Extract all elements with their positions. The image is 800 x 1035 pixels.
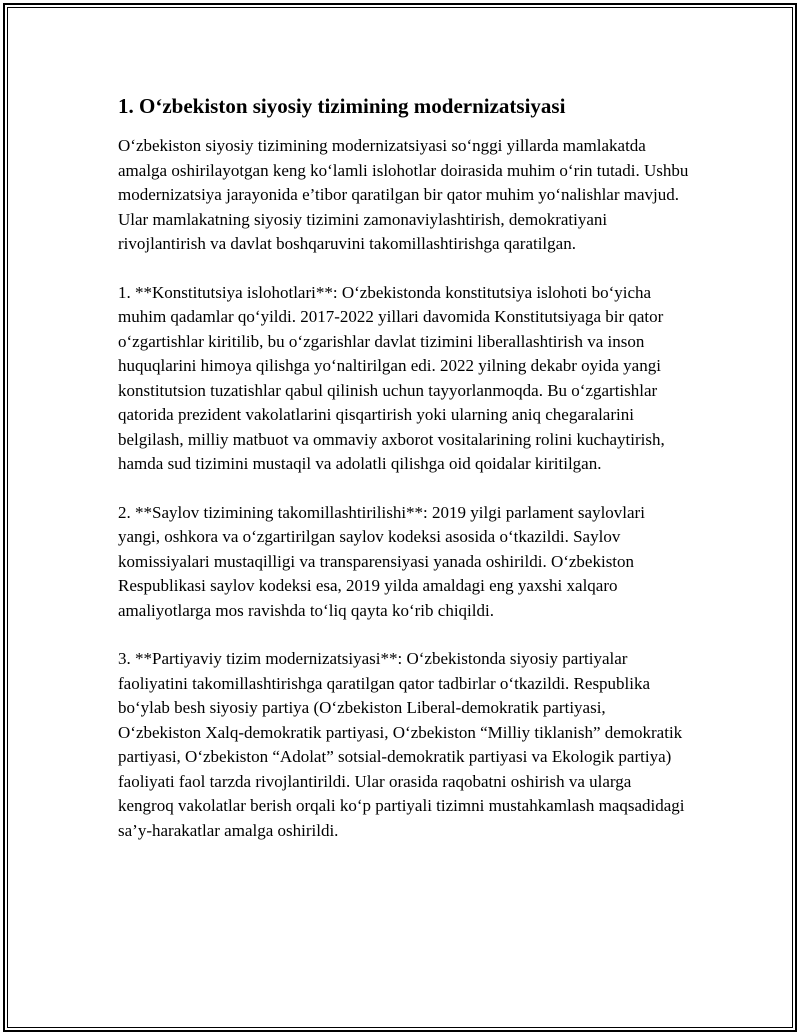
electoral-system-paragraph: 2. **Saylov tizimining takomillashtirilishi**: 2019 yilgi parlament saylovlari yangi, oshkora va o‘zgartirilgan saylov kodeksi asosida o‘tkazildi. Saylov komissiyalari mustaqilligi va transparensiyasi yanada oshirildi. O‘zbekiston Respublikasi saylov kodeksi esa, 2019 yilda amaldagi eng yaxshi xalqaro amaliyotlarga mos ravishda to‘liq qayta ko‘rib chiqildi. (118, 502, 645, 620)
intro-paragraph: O‘zbekiston siyosiy tizimining modernizatsiyasi so‘nggi yillarda mamlakatda amalga oshirilayotgan keng ko‘lamli islohotlar doirasida muhim o‘rin tutadi. Ushbu modernizatsiya jarayonida e’tibor qaratilgan bir qator muhim yo‘nalishlar mavjud. Ular mamlakatning siyosiy tizimini zamonaviylashtirish, demokratiyani rivojlantirish va davlat boshqaruvini takomillashtirishga qaratilgan. (118, 136, 689, 253)
constitution-reform-paragraph: 1. **Konstitutsiya islohotlari**: O‘zbekistonda konstitutsiya islohoti bo‘yicha muhim qadamlar qo‘yildi. 2017-2022 yillari davomida Konstitutsiyaga bir qator o‘zgartishlar kiritilib, bu o‘zgarishlar davlat tizimini liberallashtirish va inson huquqlarini himoya qilishga yo‘naltirilgan edi. 2022 yilning dekabr oyida yangi konstitutsion tuzatishlar qabul qilinish uchun tayyorlanmoqda. Bu o‘zgartishlar qatorida prezident vakolatlarini qisqartirish yoki ularning aniq chegaralarini belgilash, milliy matbuot va ommaviy axborot vositalarining rolini kuchaytirish, hamda sud tizimini mustaqil va adolatli qilishga oid qoidalar kiritilgan. (118, 282, 665, 473)
document-title: 1. O‘zbekiston siyosiy tizimining modernizatsiyasi (118, 94, 566, 118)
party-system-paragraph: 3. **Partiyaviy tizim modernizatsiyasi**: O‘zbekistonda siyosiy partiyalar faoliyatini takomillashtirishga qaratilgan qator tadbirlar o‘tkazildi. Respublika bo‘ylab besh siyosiy partiya (O‘zbekiston Liberal-demokratik partiyasi, O‘zbekiston Xalq-demokratik partiyasi, O‘zbekiston “Milliy tiklanish” demokratik partiyasi, O‘zbekiston “Adolat” sotsial-demokratik partiyasi va Ekologik partiya) faoliyati faol tarzda rivojlantirildi. Ular orasida raqobatni oshirish va ularga kengroq vakolatlar berish orqali ko‘p partiyali tizimni mustahkamlash maqsadidagi sa’y-harakatlar amalga oshirildi. (118, 649, 685, 840)
document-body (118, 92, 690, 867)
